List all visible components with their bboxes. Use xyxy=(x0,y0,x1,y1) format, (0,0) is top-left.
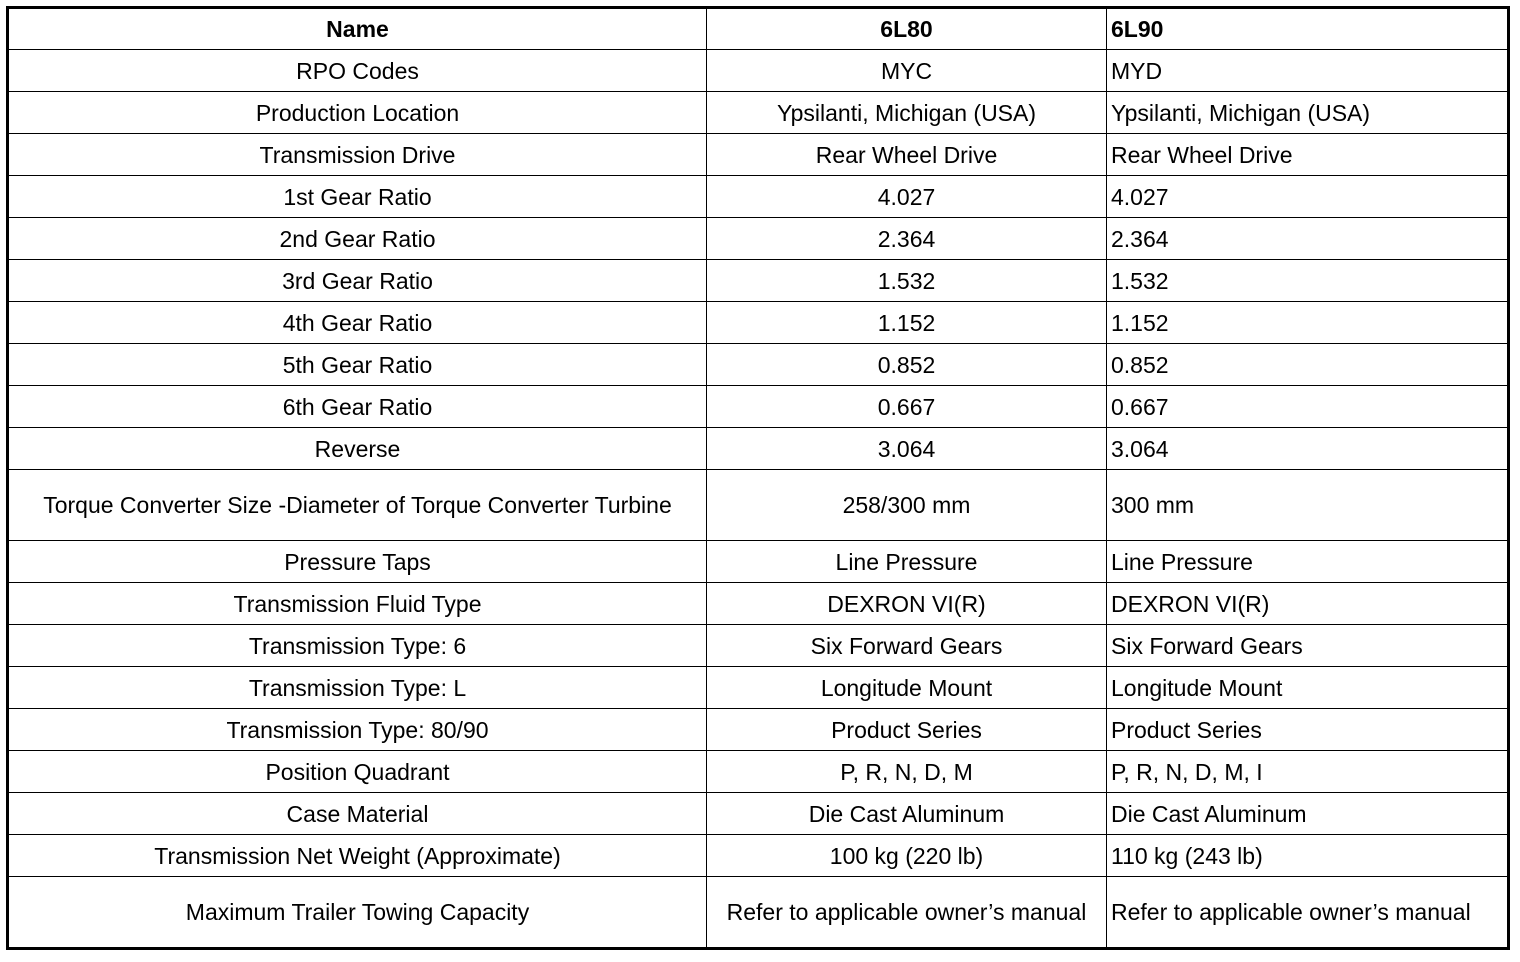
value-6l80: Product Series xyxy=(707,709,1107,751)
value-6l80: 0.852 xyxy=(707,344,1107,386)
table-row xyxy=(8,428,1509,470)
value-6l90: Product Series xyxy=(1107,709,1509,751)
row-label: Position Quadrant xyxy=(8,751,707,793)
value-6l90: Longitude Mount xyxy=(1107,667,1509,709)
row-label: Transmission Net Weight (Approximate) xyxy=(8,835,707,877)
value-6l90: 0.667 xyxy=(1107,386,1509,428)
table-row xyxy=(8,541,1509,583)
table-row xyxy=(8,134,1509,176)
value-6l90: 0.852 xyxy=(1107,344,1509,386)
value-6l80: Line Pressure xyxy=(707,541,1107,583)
value-6l80: Rear Wheel Drive xyxy=(707,134,1107,176)
value-6l80: 1.152 xyxy=(707,302,1107,344)
table-row xyxy=(8,667,1509,709)
value-6l80: 100 kg (220 lb) xyxy=(707,835,1107,877)
value-6l90: Rear Wheel Drive xyxy=(1107,134,1509,176)
value-6l80: MYC xyxy=(707,50,1107,92)
value-6l90: 3.064 xyxy=(1107,428,1509,470)
row-label: 1st Gear Ratio xyxy=(8,176,707,218)
table-row xyxy=(8,344,1509,386)
table-row xyxy=(8,709,1509,751)
specifications-table xyxy=(6,6,1510,950)
row-label: 3rd Gear Ratio xyxy=(8,260,707,302)
row-label: 2nd Gear Ratio xyxy=(8,218,707,260)
value-6l90: Die Cast Aluminum xyxy=(1107,793,1509,835)
header-6l80: 6L80 xyxy=(707,8,1107,50)
row-label: Maximum Trailer Towing Capacity xyxy=(8,877,707,949)
table-row xyxy=(8,835,1509,877)
table-row xyxy=(8,625,1509,667)
row-label: 4th Gear Ratio xyxy=(8,302,707,344)
value-6l90: 300 mm xyxy=(1107,470,1509,541)
row-label: Production Location xyxy=(8,92,707,134)
row-label: Reverse xyxy=(8,428,707,470)
value-6l80: Refer to applicable owner’s manual xyxy=(707,877,1107,949)
table-row xyxy=(8,176,1509,218)
value-6l90: 1.532 xyxy=(1107,260,1509,302)
row-label: 6th Gear Ratio xyxy=(8,386,707,428)
value-6l80: Die Cast Aluminum xyxy=(707,793,1107,835)
table-row xyxy=(8,50,1509,92)
value-6l90: Six Forward Gears xyxy=(1107,625,1509,667)
value-6l80: P, R, N, D, M xyxy=(707,751,1107,793)
table-row xyxy=(8,386,1509,428)
value-6l80: 4.027 xyxy=(707,176,1107,218)
row-label: Case Material xyxy=(8,793,707,835)
value-6l90: MYD xyxy=(1107,50,1509,92)
row-label: Transmission Type: 80/90 xyxy=(8,709,707,751)
value-6l90: Line Pressure xyxy=(1107,541,1509,583)
table-row xyxy=(8,583,1509,625)
value-6l80: 0.667 xyxy=(707,386,1107,428)
value-6l90: P, R, N, D, M, I xyxy=(1107,751,1509,793)
table-row xyxy=(8,302,1509,344)
row-label: Transmission Type: L xyxy=(8,667,707,709)
value-6l90: Ypsilanti, Michigan (USA) xyxy=(1107,92,1509,134)
value-6l80: DEXRON VI(R) xyxy=(707,583,1107,625)
table-row xyxy=(8,260,1509,302)
table-header-row xyxy=(8,8,1509,50)
row-label: Transmission Type: 6 xyxy=(8,625,707,667)
table-row xyxy=(8,877,1509,949)
value-6l90: 2.364 xyxy=(1107,218,1509,260)
table-row xyxy=(8,218,1509,260)
table-row xyxy=(8,470,1509,541)
value-6l90: 1.152 xyxy=(1107,302,1509,344)
table-row xyxy=(8,751,1509,793)
table-row xyxy=(8,793,1509,835)
row-label: Pressure Taps xyxy=(8,541,707,583)
row-label: Transmission Fluid Type xyxy=(8,583,707,625)
value-6l80: 2.364 xyxy=(707,218,1107,260)
value-6l90: DEXRON VI(R) xyxy=(1107,583,1509,625)
row-label: Torque Converter Size -Diameter of Torque Converter Turbine xyxy=(8,470,707,541)
value-6l90: Refer to applicable owner’s manual xyxy=(1107,877,1509,949)
row-label: 5th Gear Ratio xyxy=(8,344,707,386)
value-6l90: 110 kg (243 lb) xyxy=(1107,835,1509,877)
value-6l80: 3.064 xyxy=(707,428,1107,470)
row-label: RPO Codes xyxy=(8,50,707,92)
value-6l80: 1.532 xyxy=(707,260,1107,302)
row-label: Transmission Drive xyxy=(8,134,707,176)
table-row xyxy=(8,92,1509,134)
header-6l90: 6L90 xyxy=(1107,8,1509,50)
value-6l80: Ypsilanti, Michigan (USA) xyxy=(707,92,1107,134)
value-6l90: 4.027 xyxy=(1107,176,1509,218)
value-6l80: Longitude Mount xyxy=(707,667,1107,709)
value-6l80: 258/300 mm xyxy=(707,470,1107,541)
header-name: Name xyxy=(8,8,707,50)
value-6l80: Six Forward Gears xyxy=(707,625,1107,667)
